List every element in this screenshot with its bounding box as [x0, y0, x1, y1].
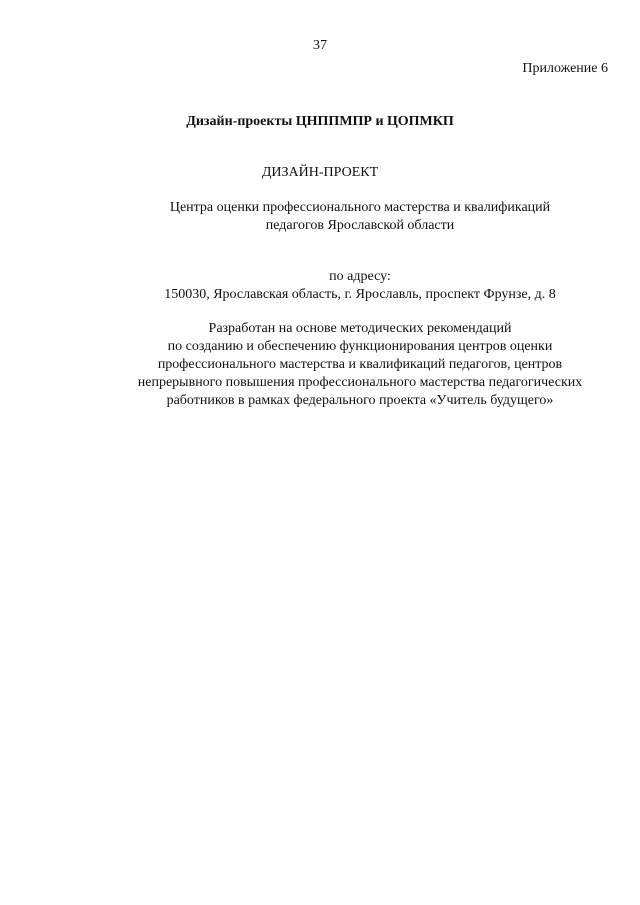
appendix-label: Приложение 6 — [522, 61, 608, 76]
document-heading: Дизайн-проекты ЦНППМПР и ЦОПМКП — [186, 114, 454, 129]
address-block — [0, 268, 640, 304]
developed-line-2: по созданию и обеспечению функционирования центров оценки — [167, 339, 553, 354]
developed-line-4: непрерывного повышения профессионального мастерства педагогических — [137, 375, 583, 390]
developed-basis-block — [0, 320, 640, 410]
address-value: 150030, Ярославская область, г. Ярославль, проспект Фрунзе, д. 8 — [164, 287, 556, 302]
center-name-line-1: Центра оценки профессионального мастерства и квалификаций — [169, 200, 551, 215]
design-project-title: ДИЗАЙН-ПРОЕКТ — [261, 165, 379, 180]
page-number: 37 — [313, 38, 327, 53]
center-name-line-2: педагогов Ярославской области — [265, 218, 455, 233]
developed-line-5: работников в рамках федерального проекта «Учитель будущего» — [166, 393, 554, 408]
address-label: по адресу: — [329, 269, 391, 284]
center-name-block — [0, 199, 640, 235]
developed-line-1: Разработан на основе методических рекомендаций — [208, 321, 512, 336]
developed-line-3: профессионального мастерства и квалификаций педагогов, центров — [157, 357, 563, 372]
